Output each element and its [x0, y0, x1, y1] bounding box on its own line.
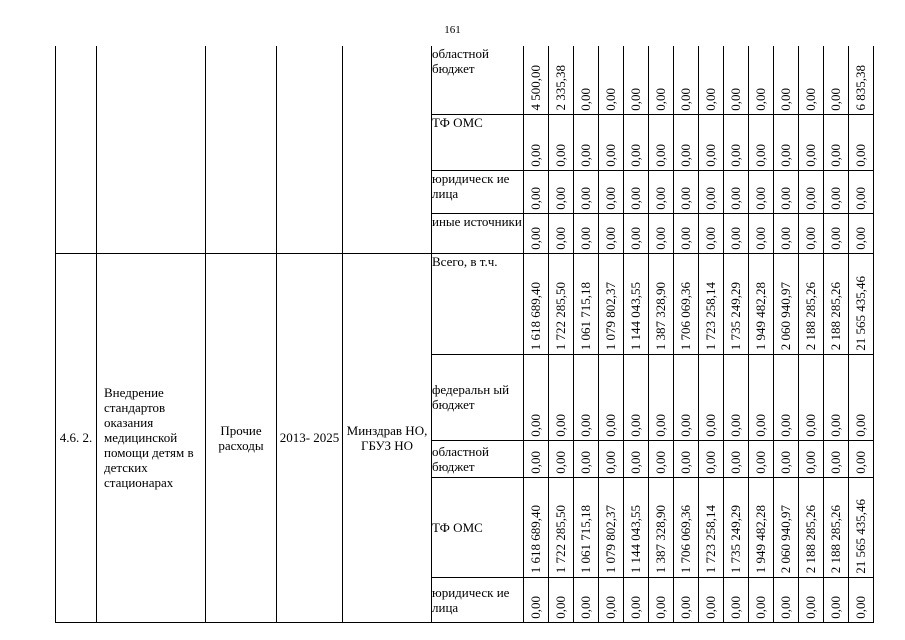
- value-text: 1 722 285,50: [553, 505, 568, 574]
- value-text: 0,00: [728, 186, 743, 210]
- value-text: 1 949 482,28: [753, 282, 768, 351]
- source-label: иные источники: [432, 213, 524, 253]
- value-text: 0,00: [753, 186, 768, 210]
- value-cell: [824, 440, 849, 477]
- value-text: 0,00: [528, 450, 543, 474]
- value-text: 0,00: [853, 186, 868, 210]
- value-cell: [799, 253, 824, 354]
- value-text: 1 144 043,55: [628, 505, 643, 574]
- value-cell: [549, 46, 574, 114]
- value-text: 2 335,38: [553, 65, 568, 111]
- value-text: 0,00: [753, 450, 768, 474]
- source-label: юридическ ие лица: [432, 170, 524, 213]
- value-cell: [649, 170, 674, 213]
- value-text: 0,00: [828, 595, 843, 619]
- value-cell: [524, 213, 549, 253]
- value-cell: [724, 440, 749, 477]
- value-cell: [824, 253, 849, 354]
- value-cell: [599, 440, 624, 477]
- value-cell: [549, 354, 574, 440]
- value-cell: [649, 46, 674, 114]
- value-text: 1 387 328,90: [653, 282, 668, 351]
- value-cell: [699, 253, 724, 354]
- value-cell: [824, 46, 849, 114]
- value-cell: [624, 46, 649, 114]
- value-text: 0,00: [828, 413, 843, 437]
- value-cell: [674, 213, 699, 253]
- value-cell: [799, 477, 824, 577]
- value-text: 1 723 258,14: [703, 505, 718, 574]
- value-text: 0,00: [578, 87, 593, 111]
- value-cell: [549, 477, 574, 577]
- value-cell: [524, 46, 549, 114]
- value-text: 0,00: [703, 186, 718, 210]
- value-cell: [524, 354, 549, 440]
- value-cell: [824, 213, 849, 253]
- value-cell: [524, 477, 549, 577]
- value-cell: [674, 354, 699, 440]
- value-text: 0,00: [603, 143, 618, 167]
- value-text: 0,00: [578, 595, 593, 619]
- budget-table: [55, 46, 874, 623]
- value-text: 2 188 285,26: [803, 505, 818, 574]
- value-text: 0,00: [803, 413, 818, 437]
- value-cell: [724, 213, 749, 253]
- empty-cell: [97, 46, 206, 253]
- value-text: 1 144 043,55: [628, 282, 643, 351]
- value-text: 0,00: [628, 595, 643, 619]
- value-cell: [549, 114, 574, 170]
- value-text: 0,00: [528, 143, 543, 167]
- value-cell: [674, 170, 699, 213]
- value-text: 0,00: [803, 87, 818, 111]
- value-cell: [724, 46, 749, 114]
- value-text: 0,00: [603, 595, 618, 619]
- value-text: 0,00: [828, 87, 843, 111]
- source-label: ТФ ОМС: [432, 477, 524, 577]
- value-text: 0,00: [653, 226, 668, 250]
- value-text: 0,00: [728, 450, 743, 474]
- page-number: 161: [444, 24, 461, 36]
- value-cell: [774, 440, 799, 477]
- source-label: федеральн ый бюджет: [432, 354, 524, 440]
- value-text: 0,00: [678, 595, 693, 619]
- value-cell: [724, 577, 749, 622]
- value-text: 0,00: [678, 226, 693, 250]
- value-cell: [649, 354, 674, 440]
- value-cell: [674, 253, 699, 354]
- source-label: Всего, в т.ч.: [432, 253, 524, 354]
- value-text: 0,00: [703, 450, 718, 474]
- value-text: 0,00: [553, 450, 568, 474]
- value-cell: [574, 46, 599, 114]
- value-text: 0,00: [703, 87, 718, 111]
- value-text: 2 188 285,26: [828, 282, 843, 351]
- value-cell: [799, 170, 824, 213]
- value-text: 0,00: [753, 87, 768, 111]
- source-label: областной бюджет: [432, 46, 524, 114]
- value-cell: [699, 114, 724, 170]
- value-text: 0,00: [578, 226, 593, 250]
- value-cell: [824, 477, 849, 577]
- value-cell: [599, 354, 624, 440]
- value-cell: [574, 114, 599, 170]
- value-text: 2 188 285,26: [803, 282, 818, 351]
- value-text: 1 618 689,40: [528, 282, 543, 351]
- value-cell: [824, 354, 849, 440]
- value-text: 2 060 940,97: [778, 282, 793, 351]
- value-text: 0,00: [603, 186, 618, 210]
- value-cell: [824, 114, 849, 170]
- value-cell: [699, 354, 724, 440]
- value-cell: [824, 577, 849, 622]
- expense-type: Прочие расходы: [206, 253, 277, 622]
- value-text: 1 735 249,29: [728, 505, 743, 574]
- value-text: 0,00: [653, 595, 668, 619]
- value-text: 0,00: [628, 226, 643, 250]
- value-cell: [549, 170, 574, 213]
- value-text: 0,00: [628, 186, 643, 210]
- value-cell: [624, 114, 649, 170]
- value-cell: [749, 477, 774, 577]
- value-text: 0,00: [703, 413, 718, 437]
- value-text: 0,00: [678, 450, 693, 474]
- value-cell: [649, 253, 674, 354]
- value-text: 0,00: [753, 143, 768, 167]
- value-cell: [849, 46, 874, 114]
- value-text: 0,00: [753, 595, 768, 619]
- value-cell: [849, 477, 874, 577]
- empty-cell: [343, 46, 432, 253]
- value-text: 0,00: [603, 413, 618, 437]
- value-cell: [749, 213, 774, 253]
- value-cell: [599, 577, 624, 622]
- value-text: 0,00: [653, 450, 668, 474]
- value-cell: [624, 354, 649, 440]
- value-text: 4 500,00: [528, 65, 543, 111]
- value-cell: [599, 477, 624, 577]
- value-text: 2 060 940,97: [778, 505, 793, 574]
- empty-cell: [277, 46, 343, 253]
- value-text: 21 565 435,46: [853, 275, 868, 351]
- value-text: 2 188 285,26: [828, 505, 843, 574]
- value-text: 0,00: [853, 143, 868, 167]
- value-text: 0,00: [678, 186, 693, 210]
- value-text: 1 618 689,40: [528, 505, 543, 574]
- value-text: 0,00: [778, 186, 793, 210]
- value-cell: [524, 577, 549, 622]
- value-text: 0,00: [578, 450, 593, 474]
- value-text: 0,00: [853, 226, 868, 250]
- value-text: 0,00: [728, 413, 743, 437]
- value-cell: [699, 213, 724, 253]
- value-cell: [574, 253, 599, 354]
- value-cell: [724, 253, 749, 354]
- value-cell: [774, 114, 799, 170]
- value-text: 1 079 802,37: [603, 505, 618, 574]
- value-cell: [599, 253, 624, 354]
- value-cell: [624, 577, 649, 622]
- value-cell: [849, 577, 874, 622]
- value-text: 0,00: [528, 413, 543, 437]
- value-cell: [624, 213, 649, 253]
- value-text: 0,00: [628, 87, 643, 111]
- value-text: 1 722 285,50: [553, 282, 568, 351]
- value-cell: [649, 440, 674, 477]
- value-cell: [749, 577, 774, 622]
- value-cell: [574, 440, 599, 477]
- value-cell: [624, 170, 649, 213]
- value-text: 0,00: [778, 450, 793, 474]
- value-text: 0,00: [728, 143, 743, 167]
- value-text: 0,00: [778, 87, 793, 111]
- value-cell: [849, 440, 874, 477]
- value-cell: [574, 477, 599, 577]
- value-text: 0,00: [628, 413, 643, 437]
- value-text: 0,00: [653, 186, 668, 210]
- value-text: 0,00: [578, 186, 593, 210]
- value-text: 0,00: [553, 413, 568, 437]
- value-text: 0,00: [803, 595, 818, 619]
- value-text: 0,00: [603, 226, 618, 250]
- source-label: ТФ ОМС: [432, 114, 524, 170]
- value-text: 0,00: [853, 595, 868, 619]
- value-text: 0,00: [553, 595, 568, 619]
- value-cell: [574, 577, 599, 622]
- value-text: 1 061 715,18: [578, 282, 593, 351]
- value-text: 0,00: [778, 595, 793, 619]
- value-text: 21 565 435,46: [853, 498, 868, 574]
- value-cell: [799, 354, 824, 440]
- value-cell: [599, 170, 624, 213]
- value-cell: [774, 213, 799, 253]
- value-cell: [574, 213, 599, 253]
- value-cell: [749, 46, 774, 114]
- value-text: 0,00: [778, 143, 793, 167]
- value-text: 0,00: [553, 226, 568, 250]
- value-cell: [774, 354, 799, 440]
- period: 2013- 2025: [277, 253, 343, 622]
- item-number: 4.6. 2.: [56, 253, 97, 622]
- value-cell: [699, 577, 724, 622]
- value-cell: [699, 46, 724, 114]
- value-text: 0,00: [703, 226, 718, 250]
- value-text: 0,00: [653, 87, 668, 111]
- value-text: 0,00: [803, 143, 818, 167]
- value-cell: [524, 114, 549, 170]
- value-cell: [649, 114, 674, 170]
- value-text: 1 723 258,14: [703, 282, 718, 351]
- value-cell: [699, 477, 724, 577]
- value-text: 0,00: [628, 143, 643, 167]
- value-cell: [749, 354, 774, 440]
- value-text: 1 079 802,37: [603, 282, 618, 351]
- value-cell: [549, 213, 574, 253]
- value-cell: [799, 46, 824, 114]
- value-text: 1 949 482,28: [753, 505, 768, 574]
- value-cell: [774, 170, 799, 213]
- value-text: 0,00: [528, 595, 543, 619]
- value-cell: [624, 440, 649, 477]
- value-text: 0,00: [778, 413, 793, 437]
- value-text: 0,00: [528, 226, 543, 250]
- value-text: 0,00: [603, 87, 618, 111]
- value-text: 0,00: [728, 87, 743, 111]
- value-cell: [624, 477, 649, 577]
- value-text: 0,00: [578, 143, 593, 167]
- value-cell: [574, 354, 599, 440]
- value-text: 1 387 328,90: [653, 505, 668, 574]
- item-name: Внедрение стандартов оказания медицинской помощи детям в детских стационарах: [97, 253, 206, 622]
- value-cell: [849, 213, 874, 253]
- value-cell: [649, 213, 674, 253]
- value-text: 0,00: [828, 450, 843, 474]
- value-cell: [724, 170, 749, 213]
- source-label: областной бюджет: [432, 440, 524, 477]
- value-text: 1 706 069,36: [678, 282, 693, 351]
- value-cell: [524, 170, 549, 213]
- value-text: 0,00: [703, 143, 718, 167]
- empty-cell: [206, 46, 277, 253]
- value-cell: [724, 114, 749, 170]
- value-cell: [849, 354, 874, 440]
- value-cell: [649, 477, 674, 577]
- value-text: 0,00: [553, 186, 568, 210]
- value-text: 0,00: [828, 186, 843, 210]
- value-text: 0,00: [728, 595, 743, 619]
- value-text: 0,00: [853, 450, 868, 474]
- value-cell: [724, 354, 749, 440]
- value-cell: [549, 577, 574, 622]
- empty-cell: [56, 46, 97, 253]
- value-cell: [849, 170, 874, 213]
- value-text: 0,00: [678, 413, 693, 437]
- value-cell: [524, 253, 549, 354]
- value-text: 0,00: [703, 595, 718, 619]
- value-cell: [599, 46, 624, 114]
- value-cell: [849, 253, 874, 354]
- value-cell: [799, 213, 824, 253]
- value-text: 1 061 715,18: [578, 505, 593, 574]
- value-text: 0,00: [628, 450, 643, 474]
- value-text: 0,00: [653, 413, 668, 437]
- value-cell: [749, 253, 774, 354]
- value-cell: [774, 253, 799, 354]
- value-cell: [674, 440, 699, 477]
- executor: Минздрав НО, ГБУЗ НО: [343, 253, 432, 622]
- value-cell: [699, 170, 724, 213]
- value-cell: [524, 440, 549, 477]
- value-text: 0,00: [728, 226, 743, 250]
- value-text: 0,00: [678, 143, 693, 167]
- value-cell: [774, 477, 799, 577]
- value-cell: [799, 577, 824, 622]
- value-text: 0,00: [578, 413, 593, 437]
- value-text: 0,00: [828, 226, 843, 250]
- value-cell: [699, 440, 724, 477]
- value-cell: [674, 46, 699, 114]
- value-cell: [649, 577, 674, 622]
- value-text: 0,00: [828, 143, 843, 167]
- value-text: 0,00: [803, 186, 818, 210]
- value-cell: [824, 170, 849, 213]
- value-text: 1 735 249,29: [728, 282, 743, 351]
- value-cell: [774, 46, 799, 114]
- value-cell: [799, 114, 824, 170]
- value-cell: [674, 577, 699, 622]
- value-cell: [749, 114, 774, 170]
- value-text: 0,00: [803, 450, 818, 474]
- value-cell: [549, 253, 574, 354]
- value-cell: [574, 170, 599, 213]
- value-text: 0,00: [753, 226, 768, 250]
- value-text: 1 706 069,36: [678, 505, 693, 574]
- value-text: 0,00: [853, 413, 868, 437]
- value-text: 0,00: [603, 450, 618, 474]
- value-cell: [774, 577, 799, 622]
- value-cell: [624, 253, 649, 354]
- value-text: 0,00: [653, 143, 668, 167]
- value-cell: [799, 440, 824, 477]
- value-cell: [749, 170, 774, 213]
- value-text: 0,00: [528, 186, 543, 210]
- value-cell: [674, 114, 699, 170]
- value-cell: [849, 114, 874, 170]
- value-cell: [674, 477, 699, 577]
- value-cell: [724, 477, 749, 577]
- value-cell: [599, 114, 624, 170]
- source-label: юридическ ие лица: [432, 577, 524, 622]
- value-cell: [549, 440, 574, 477]
- value-text: 0,00: [553, 143, 568, 167]
- value-text: 6 835,38: [853, 65, 868, 111]
- value-text: 0,00: [753, 413, 768, 437]
- value-text: 0,00: [678, 87, 693, 111]
- value-text: 0,00: [778, 226, 793, 250]
- value-text: 0,00: [803, 226, 818, 250]
- value-cell: [599, 213, 624, 253]
- value-cell: [749, 440, 774, 477]
